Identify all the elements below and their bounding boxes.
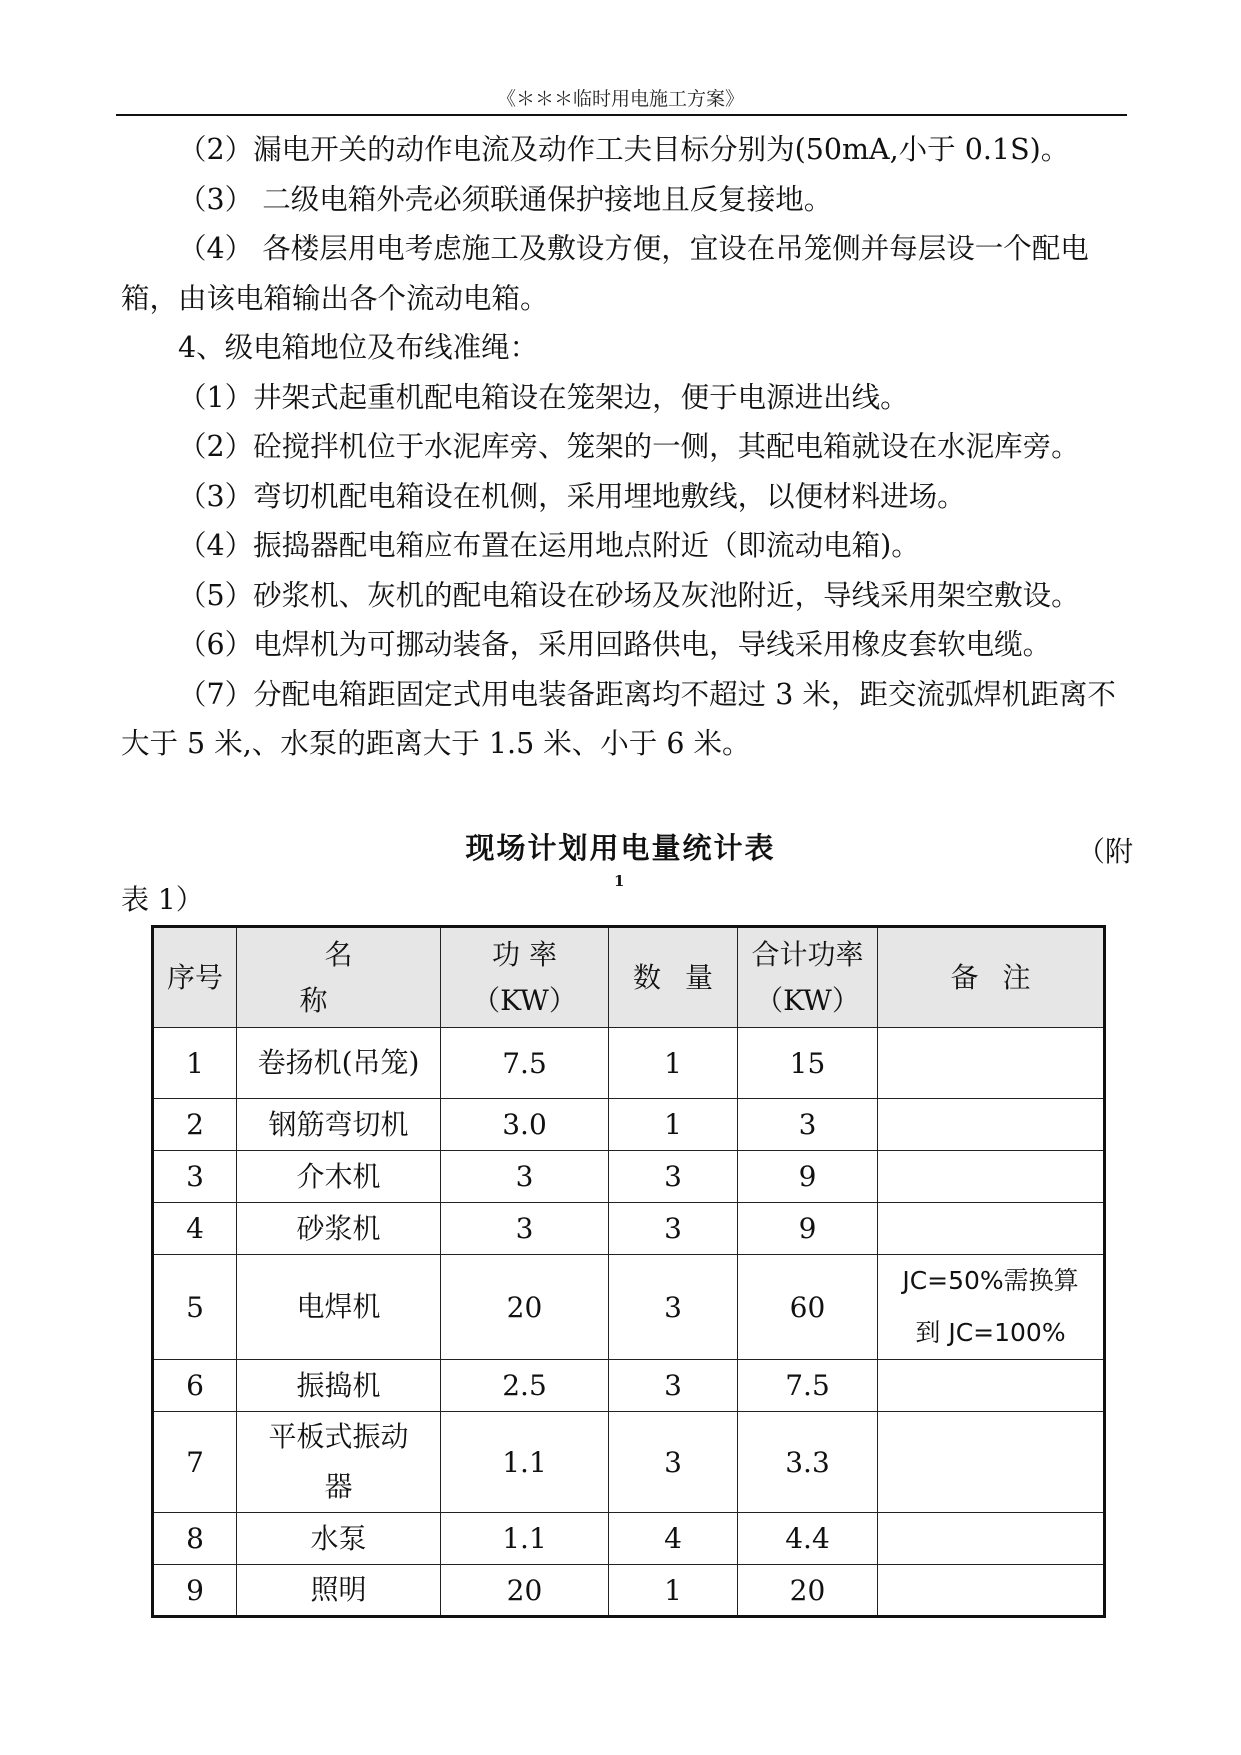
table-row [153, 1565, 1105, 1617]
header-rule [116, 114, 1127, 116]
table-row [153, 1099, 1105, 1151]
cell-note-line1: JC=50%需换算 [902, 1266, 1079, 1295]
cell-qty: 3 [609, 1255, 738, 1360]
paragraph: （3） 二级电箱外壳必须联通保护接地且反复接地。 [178, 182, 833, 216]
header-seq: 序号 [153, 927, 237, 1028]
cell-name: 振捣机 [237, 1360, 441, 1412]
page-header: 《＊＊＊临时用电施工方案》 [496, 88, 744, 110]
cell-total: 20 [738, 1565, 878, 1617]
paragraph: （4）振捣器配电箱应布置在运用地点附近（即流动电箱)。 [178, 529, 920, 562]
cell-name-line2: 器 [324, 1470, 353, 1503]
paragraph: （1）井架式起重机配电箱设在笼架边，便于电源进出线。 [178, 380, 909, 414]
paragraph: （7）分配电箱距固定式用电装备距离均不超过 3 米，距交流弧焊机距离不大于 5 米,、水泵的距离大于 1.5 米、小于 6 米。 [121, 677, 1116, 760]
cell-name: 介木机 [237, 1151, 441, 1203]
cell-total: 3 [738, 1099, 878, 1151]
cell-name-line1: 平板式振动 [268, 1420, 409, 1453]
cell-total: 4.4 [738, 1513, 878, 1565]
cell-seq: 5 [153, 1255, 237, 1360]
header-power-line2: （KW） [472, 983, 577, 1017]
cell-power: 2.5 [441, 1360, 609, 1412]
annex-label: （附 [1077, 835, 1134, 868]
table-row [153, 1255, 1105, 1360]
cell-qty: 3 [609, 1412, 738, 1513]
cell-qty: 3 [609, 1203, 738, 1255]
table-row [153, 1028, 1105, 1099]
cell-seq: 8 [153, 1513, 237, 1565]
cell-name: 钢筋弯切机 [237, 1099, 441, 1151]
cell-total: 60 [738, 1255, 878, 1360]
cell-qty: 3 [609, 1151, 738, 1203]
header-power [441, 927, 609, 1028]
cell-note-line2: 到 JC=100% [915, 1318, 1066, 1347]
cell-note [878, 1255, 1105, 1360]
paragraph: （5）砂浆机、灰机的配电箱设在砂场及灰池附近，导线采用架空敷设。 [178, 578, 1080, 612]
cell-note [878, 1099, 1105, 1151]
header-qty: 数量 [609, 927, 738, 1028]
cell-power: 20 [441, 1255, 609, 1360]
cell-qty: 1 [609, 1565, 738, 1617]
cell-qty: 1 [609, 1028, 738, 1099]
cell-note [878, 1203, 1105, 1255]
section-heading: 4、级电箱地位及布线准绳： [178, 331, 539, 364]
cell-seq: 6 [153, 1360, 237, 1412]
cell-name: 照明 [237, 1565, 441, 1617]
cell-power: 7.5 [441, 1028, 609, 1099]
cell-name: 砂浆机 [237, 1203, 441, 1255]
cell-name: 水泵 [237, 1513, 441, 1565]
cell-total: 15 [738, 1028, 878, 1099]
cell-note [878, 1360, 1105, 1412]
table-row [153, 1203, 1105, 1255]
cell-qty: 1 [609, 1099, 738, 1151]
header-note: 备注 [878, 927, 1105, 1028]
cell-qty: 4 [609, 1513, 738, 1565]
cell-total: 7.5 [738, 1360, 878, 1412]
cell-name [237, 1412, 441, 1513]
cell-note [878, 1151, 1105, 1203]
table-row [153, 1360, 1105, 1412]
header-total-line1: 合计功率 [751, 937, 864, 971]
cell-seq: 4 [153, 1203, 237, 1255]
cell-power: 1.1 [441, 1513, 609, 1565]
cell-note [878, 1412, 1105, 1513]
cell-seq: 3 [153, 1151, 237, 1203]
cell-total: 9 [738, 1151, 878, 1203]
header-total-line2: （KW） [755, 983, 860, 1017]
cell-seq: 2 [153, 1099, 237, 1151]
cell-power: 20 [441, 1565, 609, 1617]
cell-qty: 3 [609, 1360, 738, 1412]
header-power-line1: 功 率 [492, 937, 557, 971]
cell-power: 3.0 [441, 1099, 609, 1151]
header-total [738, 927, 878, 1028]
annex-label-continued: 表 1） [121, 883, 204, 916]
cell-power: 3 [441, 1203, 609, 1255]
footnote-mark: 1 [614, 872, 625, 890]
cell-total: 3.3 [738, 1412, 878, 1513]
header-name: 名称 [237, 927, 441, 1028]
cell-note [878, 1028, 1105, 1099]
cell-power: 3 [441, 1151, 609, 1203]
paragraph: （2）砼搅拌机位于水泥库旁、笼架的一侧，其配电箱就设在水泥库旁。 [178, 430, 1080, 463]
cell-note [878, 1565, 1105, 1617]
power-statistics-table [151, 925, 1106, 1618]
cell-seq: 7 [153, 1412, 237, 1513]
cell-power: 1.1 [441, 1412, 609, 1513]
table-row [153, 1151, 1105, 1203]
table-title: 现场计划用电量统计表 [465, 831, 776, 865]
cell-name: 电焊机 [237, 1255, 441, 1360]
cell-total: 9 [738, 1203, 878, 1255]
paragraph: （3）弯切机配电箱设在机侧，采用埋地敷线，以便材料进场。 [178, 479, 966, 513]
paragraph: （4） 各楼层用电考虑施工及敷设方便，宜设在吊笼侧并每层设一个配电箱，由该电箱输出各个流动电箱。 [121, 232, 1089, 315]
paragraph: （6）电焊机为可挪动装备，采用回路供电，导线采用橡皮套软电缆。 [178, 628, 1052, 661]
cell-seq: 9 [153, 1565, 237, 1617]
table-row [153, 1513, 1105, 1565]
cell-seq: 1 [153, 1028, 237, 1099]
paragraph: （2）漏电开关的动作电流及动作工夫目标分别为(50mA,小于 0.1S)。 [178, 133, 1070, 166]
cell-name: 卷扬机(吊笼) [237, 1028, 441, 1099]
cell-note [878, 1513, 1105, 1565]
table-header-row [153, 927, 1105, 1028]
body-text [121, 125, 1126, 769]
table-row [153, 1412, 1105, 1513]
